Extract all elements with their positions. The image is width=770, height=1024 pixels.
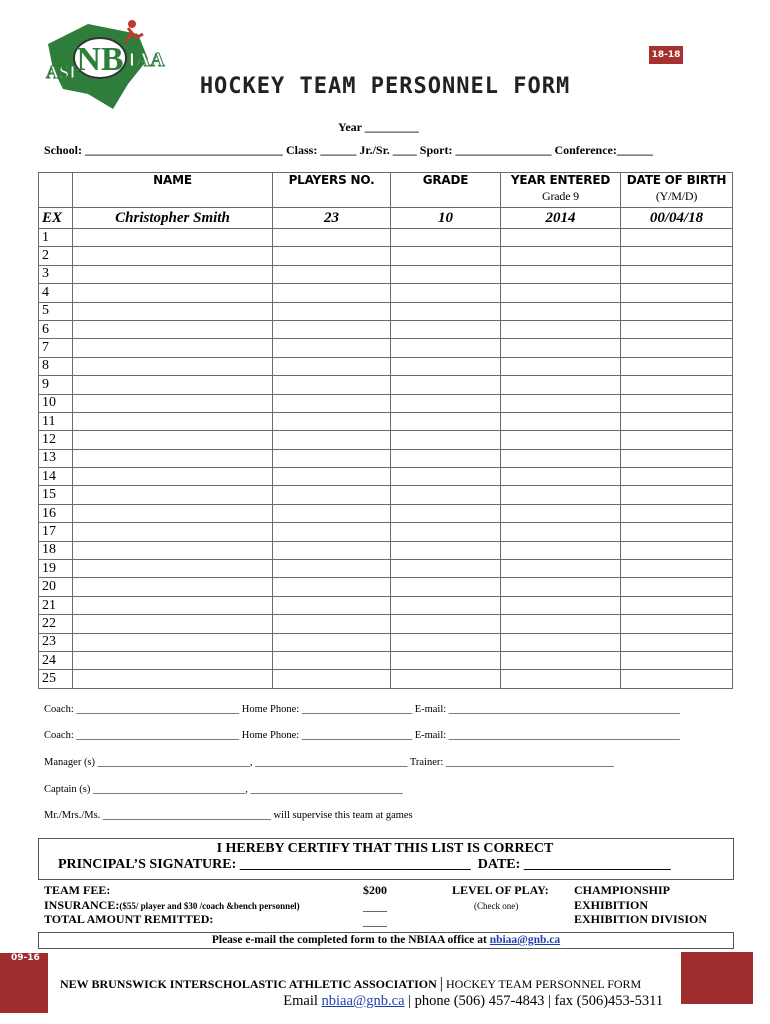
row-dob-cell[interactable] [621,651,733,669]
footer-right-badge [681,952,753,1004]
header-name-label: NAME [153,173,192,187]
row-year-entered-cell[interactable] [501,596,621,614]
row-number: 2 [39,247,73,265]
roster-row [39,265,733,283]
row-year-entered-cell[interactable] [501,523,621,541]
row-year-entered-cell[interactable] [501,468,621,486]
roster-row [39,486,733,504]
row-players-no-cell[interactable] [273,670,391,688]
row-grade-cell[interactable] [391,633,501,651]
roster-row [39,302,733,320]
row-number: 11 [39,412,73,430]
row-dob-cell[interactable] [621,247,733,265]
row-number: 24 [39,651,73,669]
total-remitted-label: TOTAL AMOUNT REMITTED: [44,912,214,926]
school-info-line[interactable]: School: _________________________________ Class: ______ Jr./Sr. ____ Sport: ________________ Conference:______ [44,143,653,157]
row-dob-cell[interactable] [621,596,733,614]
row-dob-cell[interactable] [621,412,733,430]
row-name-cell[interactable] [73,670,273,688]
row-players-no-cell[interactable] [273,596,391,614]
manager-line[interactable]: Manager (s) _____________________________, _____________________________ Trainer: ________________________________ [44,757,614,768]
level-of-play-label: LEVEL OF PLAY: [452,883,549,897]
footer-form-name: HOCKEY TEAM PERSONNEL FORM [445,977,642,991]
row-number: 13 [39,449,73,467]
row-name-cell[interactable] [73,320,273,338]
row-year-entered-cell[interactable] [501,578,621,596]
row-year-entered-cell[interactable] [501,670,621,688]
row-name-cell[interactable] [73,523,273,541]
row-number: 14 [39,468,73,486]
roster-header-row [39,173,733,208]
row-year-entered-cell[interactable] [501,651,621,669]
header-year-entered-label: YEAR ENTERED [510,173,611,187]
row-number: 18 [39,541,73,559]
row-dob-cell[interactable] [621,486,733,504]
row-players-no-cell[interactable] [273,486,391,504]
row-players-no-cell[interactable] [273,541,391,559]
roster-row [39,247,733,265]
row-year-entered-cell[interactable] [501,302,621,320]
row-number: 23 [39,633,73,651]
row-grade-cell[interactable] [391,394,501,412]
row-name-cell[interactable] [73,468,273,486]
roster-row [39,394,733,412]
insurance-line [44,898,300,913]
roster-row [39,596,733,614]
row-players-no-cell[interactable] [273,449,391,467]
row-grade-cell[interactable] [391,578,501,596]
row-year-entered-cell[interactable] [501,284,621,302]
level-exhibition[interactable]: EXHIBITION [574,898,649,912]
row-name-cell[interactable] [73,376,273,394]
row-year-entered-cell[interactable] [501,229,621,247]
roster-row [39,651,733,669]
row-year-entered-cell[interactable] [501,320,621,338]
header-year-entered-sub: Grade 9 [542,189,579,203]
team-fee-label: TEAM FEE: [44,883,111,897]
row-year-entered-cell[interactable] [501,486,621,504]
row-name-cell[interactable] [73,357,273,375]
email-instruction-link[interactable]: nbiaa@gnb.ca [489,934,561,946]
row-year-entered-cell[interactable] [501,633,621,651]
footer-email-link[interactable]: nbiaa@gnb.ca [321,993,405,1009]
insurance-label: INSURANCE: [44,898,120,912]
row-name-cell[interactable] [73,486,273,504]
row-dob-cell[interactable] [621,449,733,467]
row-players-no-cell[interactable] [273,523,391,541]
captain-line[interactable]: Captain (s) _____________________________, _____________________________ [44,784,403,795]
row-number: 7 [39,339,73,357]
row-dob-cell[interactable] [621,229,733,247]
row-year-entered-cell[interactable] [501,412,621,430]
row-year-entered-cell[interactable] [501,504,621,522]
row-dob-cell[interactable] [621,357,733,375]
row-name-cell[interactable] [73,560,273,578]
row-dob-cell[interactable] [621,560,733,578]
row-players-no-cell[interactable] [273,651,391,669]
row-number: 16 [39,504,73,522]
row-year-entered-cell[interactable] [501,615,621,633]
row-dob-cell[interactable] [621,284,733,302]
row-grade-cell[interactable] [391,523,501,541]
row-number: 10 [39,394,73,412]
principal-signature-line[interactable]: PRINCIPAL’S SIGNATURE: _________________________________ DATE: _____________________ [58,857,671,872]
header-players-no [273,173,391,208]
roster-row [39,431,733,449]
roster-row [39,468,733,486]
row-year-entered-cell[interactable] [501,247,621,265]
row-dob-cell[interactable] [621,468,733,486]
footer-phone-fax: | phone (506) 457-4843 | fax (506)453-5311 [404,993,664,1009]
row-players-no-cell[interactable] [273,339,391,357]
header-players-no-label: PLAYERS NO. [288,173,375,187]
row-grade-cell[interactable] [391,229,501,247]
example-players-no: 23 [273,208,391,229]
roster-row [39,578,733,596]
email-instruction-text: Please e-mail the completed form to the NBIAA office at [211,934,490,946]
row-players-no-cell[interactable] [273,560,391,578]
row-players-no-cell[interactable] [273,320,391,338]
row-grade-cell[interactable] [391,302,501,320]
row-dob-cell[interactable] [621,320,733,338]
row-name-cell[interactable] [73,431,273,449]
email-instruction-strip [38,932,734,949]
row-number: 8 [39,357,73,375]
roster-row [39,412,733,430]
row-year-entered-cell[interactable] [501,357,621,375]
row-dob-cell[interactable] [621,615,733,633]
row-number: 17 [39,523,73,541]
row-players-no-cell[interactable] [273,376,391,394]
footer-contact-line [276,976,663,1010]
footer-side-badge [0,953,48,1013]
year-field[interactable]: Year _________ [338,120,419,134]
row-players-no-cell[interactable] [273,394,391,412]
insurance-note: ($55/ player and $30 /coach &bench personnel) [119,901,300,911]
header-name [73,173,273,208]
row-grade-cell[interactable] [391,541,501,559]
roster-row [39,560,733,578]
row-dob-cell[interactable] [621,265,733,283]
row-grade-cell[interactable] [391,320,501,338]
row-name-cell[interactable] [73,541,273,559]
row-players-no-cell[interactable] [273,302,391,320]
row-grade-cell[interactable] [391,265,501,283]
row-grade-cell[interactable] [391,339,501,357]
row-dob-cell[interactable] [621,670,733,688]
form-title: HOCKEY TEAM PERSONNEL FORM [199,74,571,99]
roster-row [39,229,733,247]
row-players-no-cell[interactable] [273,633,391,651]
row-name-cell[interactable] [73,247,273,265]
row-number: 4 [39,284,73,302]
row-dob-cell[interactable] [621,302,733,320]
row-name-cell[interactable] [73,504,273,522]
row-name-cell[interactable] [73,651,273,669]
roster-table [38,172,733,689]
total-blank[interactable]: ____ [363,914,387,928]
row-number: 19 [39,560,73,578]
example-dob: 00/04/18 [621,208,733,229]
row-grade-cell[interactable] [391,449,501,467]
row-grade-cell[interactable] [391,560,501,578]
coach-2-line[interactable]: Coach: _______________________________ Home Phone: _____________________ E-mail: ____________________________________________ [44,730,680,741]
header-dob [621,173,733,208]
roster-row [39,320,733,338]
row-players-no-cell[interactable] [273,247,391,265]
row-name-cell[interactable] [73,633,273,651]
row-grade-cell[interactable] [391,284,501,302]
row-grade-cell[interactable] [391,357,501,375]
footer-separator: | [439,975,443,992]
row-name-cell[interactable] [73,339,273,357]
row-year-entered-cell[interactable] [501,265,621,283]
row-dob-cell[interactable] [621,339,733,357]
check-one-note: (Check one) [474,901,519,911]
row-year-entered-cell[interactable] [501,394,621,412]
row-number: 15 [39,486,73,504]
example-row [39,208,733,229]
row-grade-cell[interactable] [391,504,501,522]
row-grade-cell[interactable] [391,670,501,688]
row-grade-cell[interactable] [391,247,501,265]
level-exhibition-division[interactable]: EXHIBITION DIVISION [574,912,708,926]
row-players-no-cell[interactable] [273,265,391,283]
row-name-cell[interactable] [73,578,273,596]
row-dob-cell[interactable] [621,523,733,541]
header-grade [391,173,501,208]
row-grade-cell[interactable] [391,651,501,669]
roster-row [39,615,733,633]
row-number: 9 [39,376,73,394]
row-players-no-cell[interactable] [273,578,391,596]
roster-row [39,633,733,651]
header-number [39,173,73,208]
row-dob-cell[interactable] [621,504,733,522]
nbiaa-logo [28,14,178,114]
row-number: 12 [39,431,73,449]
example-grade: 10 [391,208,501,229]
row-number: 1 [39,229,73,247]
team-fee-value: $200 [363,883,387,897]
row-grade-cell[interactable] [391,615,501,633]
row-dob-cell[interactable] [621,578,733,596]
logo-right-text: IAA [128,49,165,71]
example-year-entered: 2014 [501,208,621,229]
row-year-entered-cell[interactable] [501,560,621,578]
row-year-entered-cell[interactable] [501,339,621,357]
row-number: 22 [39,615,73,633]
row-name-cell[interactable] [73,596,273,614]
logo-nb-text: NB [76,41,124,78]
roster-row [39,339,733,357]
roster-row [39,284,733,302]
header-year-entered [501,173,621,208]
logo-left-text: ASI [46,62,77,82]
form-code-badge: 18-18 [649,46,683,64]
row-players-no-cell[interactable] [273,357,391,375]
row-grade-cell[interactable] [391,412,501,430]
footer-org-name: NEW BRUNSWICK INTERSCHOLASTIC ATHLETIC ASSOCIATION [60,977,437,991]
roster-row [39,357,733,375]
row-name-cell[interactable] [73,449,273,467]
row-year-entered-cell[interactable] [501,449,621,467]
row-players-no-cell[interactable] [273,412,391,430]
example-num: EX [39,208,73,229]
roster-row [39,523,733,541]
row-number: 6 [39,320,73,338]
row-players-no-cell[interactable] [273,431,391,449]
row-name-cell[interactable] [73,265,273,283]
supervisor-line[interactable]: Mr./Mrs./Ms. ________________________________ will supervise this team at games [44,810,413,821]
row-grade-cell[interactable] [391,486,501,504]
roster-row [39,376,733,394]
row-year-entered-cell[interactable] [501,376,621,394]
row-name-cell[interactable] [73,615,273,633]
row-players-no-cell[interactable] [273,468,391,486]
row-name-cell[interactable] [73,284,273,302]
row-number: 20 [39,578,73,596]
example-name: Christopher Smith [73,208,273,229]
row-grade-cell[interactable] [391,431,501,449]
row-number: 21 [39,596,73,614]
row-number: 3 [39,265,73,283]
header-dob-label: DATE OF BIRTH [626,173,727,187]
certification-title: I HEREBY CERTIFY THAT THIS LIST IS CORRECT [216,841,554,856]
row-grade-cell[interactable] [391,468,501,486]
row-dob-cell[interactable] [621,376,733,394]
row-dob-cell[interactable] [621,431,733,449]
row-year-entered-cell[interactable] [501,541,621,559]
row-grade-cell[interactable] [391,376,501,394]
header-grade-label: GRADE [422,173,469,187]
footer-email-label: Email [283,993,322,1009]
row-number: 5 [39,302,73,320]
coach-1-line[interactable]: Coach: _______________________________ Home Phone: _____________________ E-mail: ____________________________________________ [44,704,680,715]
roster-row [39,449,733,467]
row-name-cell[interactable] [73,412,273,430]
row-players-no-cell[interactable] [273,229,391,247]
level-championship[interactable]: CHAMPIONSHIP [574,883,670,897]
row-name-cell[interactable] [73,302,273,320]
roster-row [39,504,733,522]
roster-row [39,670,733,688]
row-number: 25 [39,670,73,688]
row-players-no-cell[interactable] [273,284,391,302]
insurance-blank[interactable]: ____ [363,899,387,913]
row-grade-cell[interactable] [391,596,501,614]
row-name-cell[interactable] [73,229,273,247]
row-name-cell[interactable] [73,394,273,412]
row-dob-cell[interactable] [621,394,733,412]
footer-side-badge-text: 09-16 [11,953,40,963]
row-dob-cell[interactable] [621,541,733,559]
roster-row [39,541,733,559]
row-year-entered-cell[interactable] [501,431,621,449]
row-dob-cell[interactable] [621,633,733,651]
header-dob-sub: (Y/M/D) [655,189,698,203]
row-players-no-cell[interactable] [273,615,391,633]
row-players-no-cell[interactable] [273,504,391,522]
